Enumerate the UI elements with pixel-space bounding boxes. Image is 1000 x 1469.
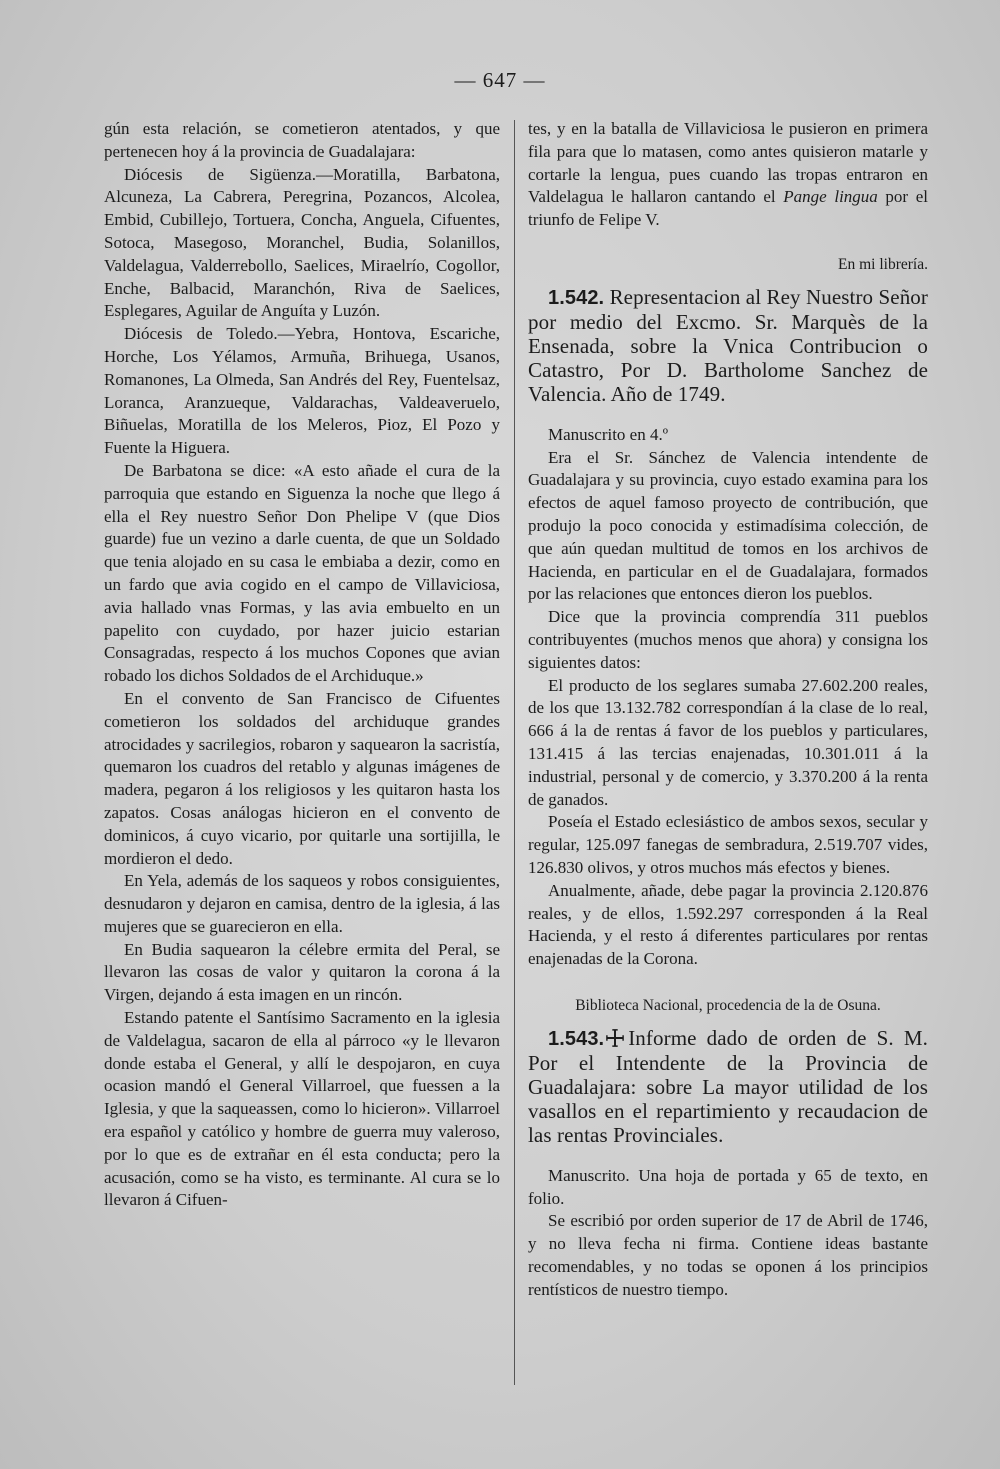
paragraph: Poseía el Estado eclesiástico de ambos sexos, secular y regular, 125.097 fanegas de sembradura, 2.519.707 vides, 126.830 olivos, y otros muchos más efectos y bienes. xyxy=(528,812,928,877)
paragraph: En el convento de San Francisco de Cifuentes cometieron los soldados del archiduque grandes atrocidades y sacrilegios, robaron y saquearon la sacristía, quemaron los cuadros del retablo y algunas imágenes de madera, pegaron á los religiosos y les quitaron hasta los zapatos. Cosas análogas hicieron en el convento de dominicos, á cuyo vicario, por quitarle una sortijilla, le mordieron el dedo. xyxy=(104,688,500,868)
paragraph: Diócesis de Sigüenza.—Moratilla, Barbatona, Alcuneza, La Cabrera, Peregrina, Pozancos, Alcolea, Embid, Cubillejo, Tortuera, Concha, Anguela, Cifuentes, Sotoca, Masegoso, Moranchel, Budia, Solanillos, Valdelagua, Valderrebollo, Saelices, Miraelrío, Cogollor, Enche, Balbacid, Maranchón, Riva de Saelices, Esplegares, Aguilar de Anguíta y Luzón. xyxy=(104,164,500,321)
continuation-text: por el triunfo de Felipe V. xyxy=(528,187,928,230)
column-divider xyxy=(514,120,515,1385)
paragraph: Estando patente el Santísimo Sacramento en la iglesia de Valdelagua, sacaron de ella al párroco «y le llevaron donde estaba el General, y allí le despojaron, en cuya ocasion mandó el General Villarroel, que fuessen a la Iglesia, y que la saqueassen, como lo hicieron». Villarroel era español y católico y hombre de guerra muy valeroso, por lo que es de extrañar en él esta conducta; pero la acusación, como se ha visto, es terminante. Al cura se lo llevaron á Cifuen- xyxy=(104,1008,500,1210)
source-note: En mi librería. xyxy=(838,255,928,273)
paragraph: Diócesis de Toledo.—Yebra, Hontova, Escariche, Horche, Los Yélamos, Armuña, Brihuega, Usanos, Romanones, La Olmeda, San Andrés del Rey, Fuentelsaz, Loranca, Aranzueque, Valdarachas, Valdeaveruelo, Biñuelas, Moratilla de los Meleros, Pioz, El Pozo y Fuente la Higuera. xyxy=(104,324,500,458)
entry-number: 1.542. xyxy=(548,286,605,309)
paragraph: De Barbatona se dice: «A esto añade el cura de la parroquia que estando en Siguenza la noche que llego á ella el Rey nuestro Señor Don Phelipe V (que Dios guarde) fue un vezino a darle cuenta, de que un Soldado que tenia alojado en su casa le embiaba a dezir, como en un fardo que avia cogido en el campo de Villaviciosa, avia hallado vnas Formas, y las avia embuelto en un papelito con cuydado, por hazer juicio estarian Consagradas, respecto á los muchos Copones que avian robado los dichos Soldados de el Archiduque.» xyxy=(104,460,500,686)
paragraph: Anualmente, añade, debe pagar la provincia 2.120.876 reales, y de ellos, 1.592.297 corresponden á la Real Hacienda, y el resto á diferentes particulares por rentas enajenadas de la Corona. xyxy=(528,880,928,969)
entry-number: 1.543. xyxy=(548,1027,605,1050)
paragraph: En Budia saquearon la célebre ermita del Peral, se llevaron las cosas de valor y quitaron la corona á la Virgen, dejando á esta imagen en un rincón. xyxy=(104,939,500,1005)
continuation-text: tes, y en la batalla de Villaviciosa le pusieron en primera fila para que lo matasen, como antes quisieron matarle y cortarle la lengua, pues cuando las tropas entraron en Valdelagua le hallaron cantando el xyxy=(528,119,928,207)
entry-title-text: Informe dado de orden de S. M. Por el Intendente de la Provincia de Guadalajara: sobre La mayor utilidad de los vasallos en el repartimiento y recaudacion de las rentas Provinciales. xyxy=(528,1025,928,1147)
continuation-paragraph xyxy=(528,118,928,232)
entry-title-text: Representacion al Rey Nuestro Señor por medio del Excmo. Sr. Marquès de la Ensenada, sobre la Vnica Contribucion o Catastro, Por D. Bartholome Sanchez de Valencia. Año de 1749. xyxy=(528,284,928,406)
paragraph: Era el Sr. Sánchez de Valencia intendente de Guadalajara y su provincia, cuyo estado examina para los efectos de aquel famoso proyecto de contribución, que produjo la poco conocida y estimadísima colección, de que aún quedan multitud de tomos en los archivos de Hacienda, en particular en el de Guadalajara, formados por las relaciones que entonces dieron los pueblos. xyxy=(528,447,928,604)
entry-title xyxy=(528,285,928,406)
paragraph: gún esta relación, se cometieron atentados, y que pertenecen hoy á la provincia de Guadalajara: xyxy=(104,119,500,161)
paragraph: Manuscrito. Una hoja de portada y 65 de texto, en folio. xyxy=(528,1165,928,1208)
page-number: — 647 — xyxy=(454,68,546,92)
right-column xyxy=(528,118,928,1301)
cross-icon xyxy=(606,1029,624,1047)
paragraph: Dice que la provincia comprendía 311 pueblos contribuyentes (muchos menos que ahora) y consigna los siguientes datos: xyxy=(528,607,928,672)
paragraph: Se escribió por orden superior de 17 de Abril de 1746, y no lleva fecha ni firma. Contiene ideas bastante recomendables, y no todas se oponen á los principios rentísticos de nuestro tiempo. xyxy=(528,1211,928,1299)
paragraph: En Yela, además de los saqueos y robos consiguientes, desnudaron y dejaron en camisa, dentro de la iglesia, á las mujeres que se guarecieron en ella. xyxy=(104,871,500,936)
italic-title: Pange lingua xyxy=(783,187,878,207)
left-column xyxy=(104,118,500,1212)
source-note: Biblioteca Nacional, procedencia de la de Osuna. xyxy=(575,996,881,1014)
entry-title xyxy=(528,1026,928,1147)
paragraph: El producto de los seglares sumaba 27.602.200 reales, de los que 13.132.782 correspondían á la clase de lo real, 666 á la de rentas á favor de los pueblos y particulares, 131.415 á las tercias enajenadas, 10.301.011 á la industrial, personal y de comercio, y 3.370.200 á la renta de ganados. xyxy=(528,675,928,809)
paragraph: Manuscrito en 4.º xyxy=(548,424,668,444)
